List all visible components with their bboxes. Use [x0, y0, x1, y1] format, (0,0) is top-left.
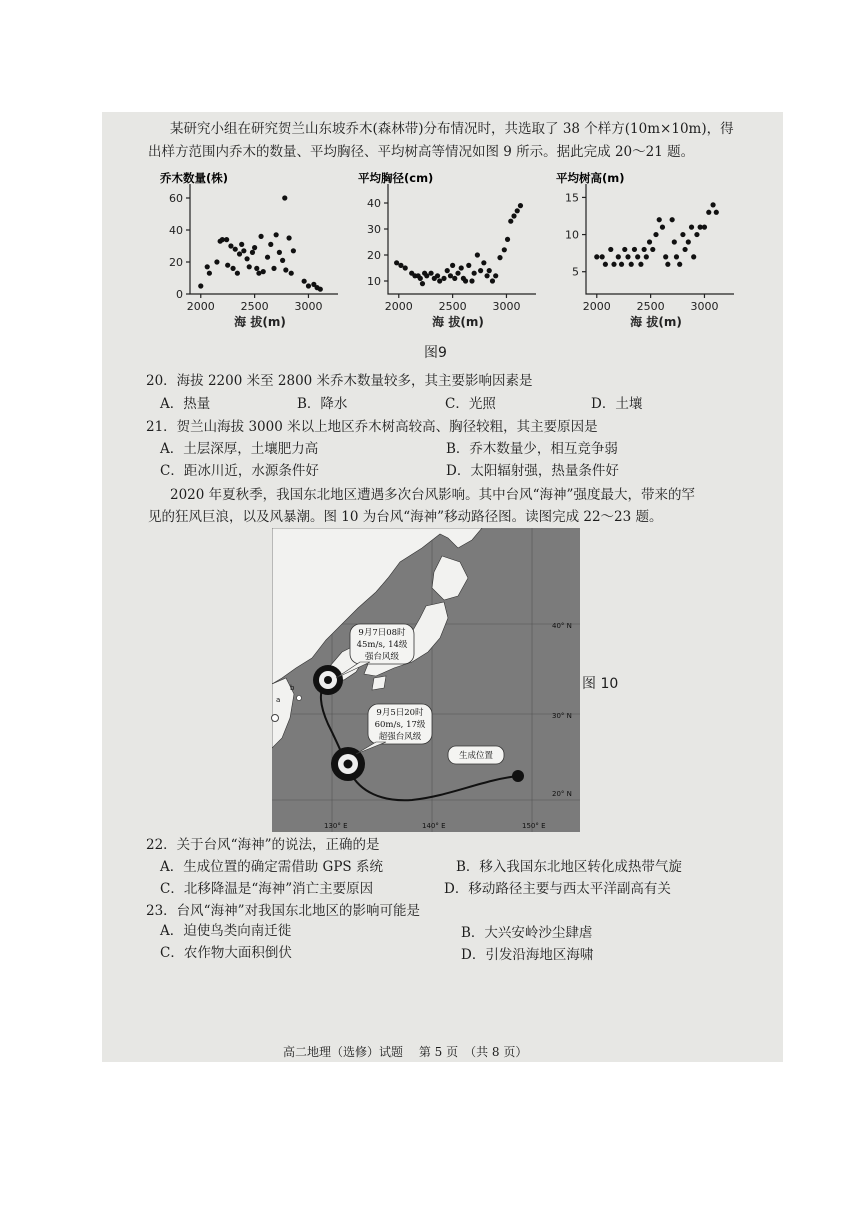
scatter-point	[511, 213, 516, 218]
chart-title: 平均胸径(cm)	[358, 171, 434, 185]
scatter-point	[642, 247, 647, 252]
scatter-point	[518, 203, 523, 208]
figure-9-label: 图9	[424, 345, 447, 361]
q23-option-a[interactable]: A．迫使鸟类向南迁徙	[160, 923, 292, 939]
scatter-point	[283, 267, 288, 272]
scatter-point	[398, 263, 403, 268]
y-tick-label: 30	[367, 223, 381, 236]
scatter-point	[450, 263, 455, 268]
scatter-point	[660, 225, 665, 230]
scatter-point	[625, 254, 630, 259]
chart-axes	[190, 184, 338, 294]
scatter-point	[424, 273, 429, 278]
scatter-point	[463, 278, 468, 283]
scatter-point	[271, 266, 276, 271]
scatter-point	[282, 195, 287, 200]
intro-line-2: 出样方范围内乔木的数量、平均胸径、平均树高等情况如图 9 所示。据此完成 20～21 题。	[148, 144, 695, 160]
scatter-point	[644, 254, 649, 259]
scatter-point	[484, 273, 489, 278]
chart-title: 平均树高(m)	[556, 171, 625, 185]
scatter-point	[475, 252, 480, 257]
scatter-point	[686, 239, 691, 244]
callout1-line2: 45m/s, 14级	[356, 640, 408, 650]
scatter-point	[487, 268, 492, 273]
lat-20-label: 20° N	[552, 790, 572, 798]
q23-option-d[interactable]: D．引发沿海地区海啸	[461, 947, 594, 963]
scatter-point	[493, 273, 498, 278]
scatter-point	[420, 281, 425, 286]
scatter-point	[663, 254, 668, 259]
x-tick-label: 2500	[240, 300, 269, 313]
scatter-point	[466, 263, 471, 268]
question-22-stem: 22．关于台风“海神”的说法，正确的是	[146, 837, 380, 853]
y-tick-label: 20	[169, 256, 183, 269]
scatter-point	[277, 250, 282, 255]
callout1-line1: 9月7日08时	[358, 628, 406, 638]
scatter-point	[608, 247, 613, 252]
point-a-label: a	[276, 696, 281, 704]
point-a-marker	[271, 714, 279, 722]
scatter-point	[214, 259, 219, 264]
scatter-point	[241, 248, 246, 253]
chart-avg-diameter	[348, 170, 548, 344]
callout1-line3: 强台风级	[364, 652, 400, 662]
q21-option-a[interactable]: A．土层深厚，土壤肥力高	[160, 441, 319, 457]
scatter-point	[674, 254, 679, 259]
scatter-point	[682, 247, 687, 252]
scatter-point	[508, 219, 513, 224]
scatter-point	[629, 262, 634, 267]
chart-avg-height	[546, 170, 746, 344]
scatter-point	[505, 237, 510, 242]
scatter-point	[502, 247, 507, 252]
y-tick-label: 15	[565, 191, 579, 205]
scatter-point	[635, 254, 640, 259]
scatter-point	[289, 271, 294, 276]
scatter-point	[490, 278, 495, 283]
scatter-point	[672, 239, 677, 244]
scatter-point	[205, 264, 210, 269]
y-tick-label: 0	[176, 288, 183, 301]
x-tick-label: 2500	[438, 300, 467, 313]
scatter-point	[714, 210, 719, 215]
scatter-point	[632, 247, 637, 252]
scatter-point	[638, 262, 643, 267]
scatter-point	[302, 279, 307, 284]
scatter-point	[235, 271, 240, 276]
scatter-point	[394, 260, 399, 265]
x-axis-label: 海 拔(m)	[432, 315, 484, 329]
q20-option-c[interactable]: C．光照	[445, 396, 496, 412]
scatter-point	[306, 283, 311, 288]
scatter-point	[600, 254, 605, 259]
scatter-point	[481, 260, 486, 265]
chart-tree-count	[150, 170, 350, 344]
scatter-point	[428, 271, 433, 276]
scatter-point	[244, 256, 249, 261]
q22-option-a[interactable]: A．生成位置的确定需借助 GPS 系统	[160, 859, 383, 875]
scatter-point	[280, 258, 285, 263]
lat-40-label: 40° N	[552, 622, 572, 630]
q21-option-c[interactable]: C．距冰川近，水源条件好	[160, 463, 319, 479]
scatter-point	[622, 247, 627, 252]
scatter-point	[207, 271, 212, 276]
scatter-point	[441, 276, 446, 281]
callout2-line3: 超强台风级	[378, 732, 422, 742]
typhoon-track-map	[272, 528, 580, 832]
q23-option-b[interactable]: B．大兴安岭沙尘肆虐	[461, 925, 593, 941]
x-tick-label: 2500	[636, 300, 665, 313]
scatter-point	[469, 278, 474, 283]
q22-option-d[interactable]: D．移动路径主要与西太平洋副高有关	[444, 881, 671, 897]
y-tick-label: 5	[572, 265, 579, 279]
chart-axes	[586, 184, 734, 294]
q21-option-b[interactable]: B．乔木数量少，相互竞争弱	[446, 441, 618, 457]
intro-line-1: 某研究小组在研究贺兰山东坡乔木(森林带)分布情况时，共选取了 38 个样方(10m×10m)，得	[170, 121, 734, 137]
x-tick-label: 2000	[582, 300, 611, 313]
chart-title: 乔木数量(株)	[160, 171, 229, 185]
point-b-marker	[297, 696, 302, 701]
scatter-point	[258, 234, 263, 239]
scatter-point	[515, 208, 520, 213]
scatter-point	[680, 232, 685, 237]
scatter-point	[268, 242, 273, 247]
scatter-point	[478, 268, 483, 273]
scatter-point	[657, 217, 662, 222]
scatter-point	[616, 254, 621, 259]
scatter-point	[230, 266, 235, 271]
lon-130-label: 130° E	[324, 822, 348, 830]
scatter-point	[274, 232, 279, 237]
scatter-point	[706, 210, 711, 215]
y-tick-label: 40	[169, 224, 183, 237]
scatter-point	[647, 239, 652, 244]
q22-option-c[interactable]: C．北移降温是“海神”消亡主要原因	[160, 881, 374, 897]
scatter-point	[286, 235, 291, 240]
scatter-point	[611, 262, 616, 267]
typhoon-symbol-1	[313, 665, 343, 695]
scatter-point	[445, 268, 450, 273]
x-axis-label: 海 拔(m)	[234, 315, 286, 329]
lon-150-label: 150° E	[522, 822, 546, 830]
intro2-line-1: 2020 年夏秋季，我国东北地区遭遇多次台风影响。其中台风“海神”强度最大，带来的罕	[170, 487, 695, 503]
scatter-point	[237, 251, 242, 256]
scatter-point	[691, 254, 696, 259]
scatter-point	[459, 265, 464, 270]
callout-sep5	[356, 704, 432, 754]
y-tick-label: 60	[169, 192, 183, 205]
scatter-point	[418, 276, 423, 281]
x-axis-label: 海 拔(m)	[630, 315, 682, 329]
scatter-point	[677, 262, 682, 267]
q23-option-c[interactable]: C．农作物大面积倒伏	[160, 945, 292, 961]
lon-140-label: 140° E	[422, 822, 446, 830]
scatter-point	[233, 247, 238, 252]
scatter-point	[198, 283, 203, 288]
scatter-point	[665, 262, 670, 267]
scatter-point	[318, 287, 323, 292]
scatter-point	[225, 263, 230, 268]
point-b-label: b	[290, 684, 295, 692]
callout-origin	[448, 746, 504, 764]
scatter-point	[265, 255, 270, 260]
x-tick-label: 2000	[186, 300, 215, 313]
scatter-point	[435, 273, 440, 278]
lat-30-label: 30° N	[552, 712, 572, 720]
x-tick-label: 3000	[690, 300, 719, 313]
scatter-point	[694, 232, 699, 237]
callout2-line1: 9月5日20时	[376, 708, 424, 718]
q20-option-b[interactable]: B．降水	[297, 396, 348, 412]
figure-10-label: 图 10	[582, 676, 619, 692]
scatter-point	[603, 262, 608, 267]
scatter-point	[224, 237, 229, 242]
scatter-point	[650, 247, 655, 252]
q20-option-a[interactable]: A．热量	[160, 396, 211, 412]
x-tick-label: 3000	[492, 300, 521, 313]
scatter-point	[702, 225, 707, 230]
x-tick-label: 2000	[384, 300, 413, 313]
q20-option-d[interactable]: D．土壤	[591, 396, 643, 412]
y-tick-label: 40	[367, 197, 381, 210]
y-tick-label: 10	[367, 275, 381, 288]
scatter-point	[619, 262, 624, 267]
scatter-point	[247, 264, 252, 269]
scatter-point	[239, 242, 244, 247]
scatter-point	[252, 245, 257, 250]
intro2-line-2: 见的狂风巨浪，以及风暴潮。图 10 为台风“海神”移动路径图。读图完成 22～23 题。	[148, 509, 663, 525]
scatter-point	[261, 269, 266, 274]
scatter-point	[497, 255, 502, 260]
scatter-point	[250, 250, 255, 255]
callout2-line2: 60m/s, 17级	[374, 720, 426, 730]
question-21-stem: 21．贺兰山海拔 3000 米以上地区乔木树高较高、胸径较粗，其主要原因是	[146, 419, 598, 435]
scatter-point	[254, 266, 259, 271]
scatter-point	[472, 271, 477, 276]
q22-option-b[interactable]: B．移入我国东北地区转化成热带气旋	[456, 859, 682, 875]
scatter-point	[448, 273, 453, 278]
question-23-stem: 23．台风“海神”对我国东北地区的影响可能是	[146, 903, 420, 919]
scatter-point	[455, 271, 460, 276]
scatter-point	[670, 217, 675, 222]
page-footer: 高二地理（选修）试题 第 5 页 （共 8 页）	[283, 1045, 528, 1059]
scatter-point	[594, 254, 599, 259]
x-tick-label: 3000	[294, 300, 323, 313]
origin-marker	[512, 770, 524, 782]
scatter-point	[710, 202, 715, 207]
scatter-point	[403, 265, 408, 270]
q21-option-d[interactable]: D．太阳辐射强，热量条件好	[446, 463, 619, 479]
scatter-point	[228, 243, 233, 248]
scatter-point	[452, 276, 457, 281]
question-20-stem: 20．海拔 2200 米至 2800 米乔木数量较多，其主要影响因素是	[146, 373, 533, 389]
y-tick-label: 20	[367, 249, 381, 262]
scatter-point	[291, 248, 296, 253]
y-tick-label: 10	[565, 228, 579, 242]
origin-label: 生成位置	[458, 751, 494, 761]
scatter-point	[437, 278, 442, 283]
scatter-point	[653, 232, 658, 237]
scatter-point	[689, 225, 694, 230]
